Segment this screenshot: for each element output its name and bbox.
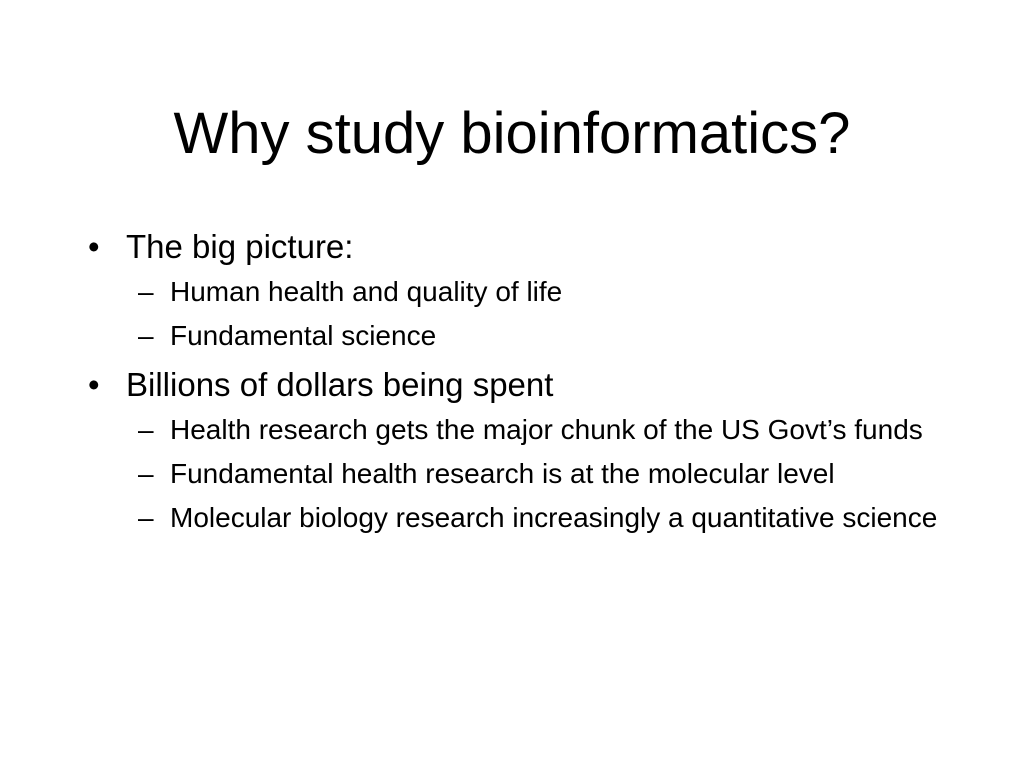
dash-marker: – (138, 320, 154, 351)
bullet-item (82, 362, 942, 408)
bullet-text: Billions of dollars being spent (126, 366, 554, 403)
sub-list (82, 412, 942, 536)
sub-bullet-item (82, 412, 942, 448)
sub-bullet-text: Fundamental health research is at the molecular level (170, 458, 835, 489)
slide-body (82, 222, 942, 544)
bullet-text: The big picture: (126, 228, 354, 265)
sub-bullet-text: Health research gets the major chunk of the US Govt’s funds (170, 414, 923, 445)
sub-bullet-text: Molecular biology research increasingly a quantitative science (170, 502, 938, 533)
sub-list (82, 274, 942, 354)
sub-bullet-text: Human health and quality of life (170, 276, 563, 307)
bullet-marker: • (88, 228, 100, 265)
dash-marker: – (138, 414, 154, 445)
dash-marker: – (138, 502, 154, 533)
sub-bullet-item (82, 456, 942, 492)
dash-marker: – (138, 458, 154, 489)
sub-bullet-item (82, 500, 942, 536)
bullet-item (82, 224, 942, 270)
sub-bullet-item (82, 318, 942, 354)
sub-bullet-item (82, 274, 942, 310)
sub-bullet-text: Fundamental science (170, 320, 437, 351)
bullet-marker: • (88, 366, 100, 403)
dash-marker: – (138, 276, 154, 307)
slide-title: Why study bioinformatics? (173, 101, 851, 166)
